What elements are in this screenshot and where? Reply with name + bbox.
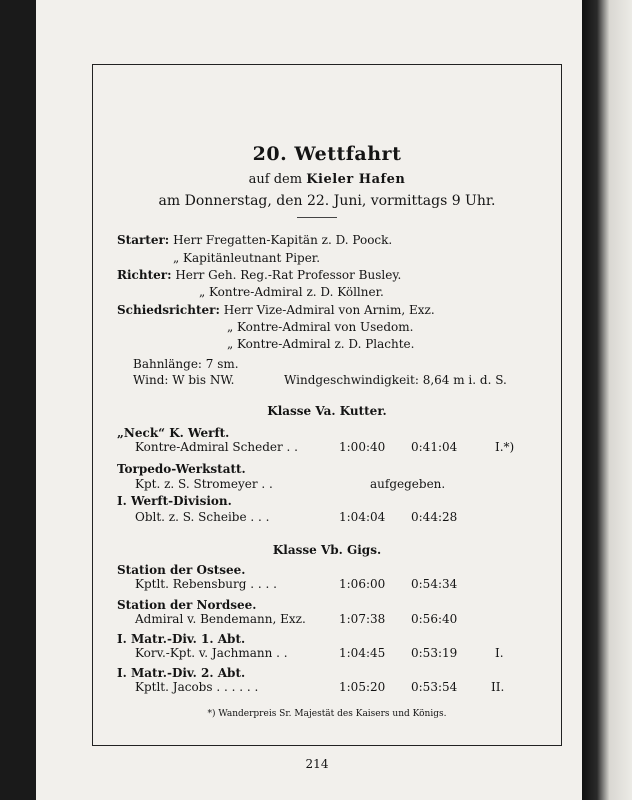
footnote: *) Wanderpreis Sr. Majestät des Kaisers und Königs. bbox=[207, 709, 447, 719]
richter-2: „ Kontre-Admiral z. D. Köllner. bbox=[199, 285, 384, 299]
course-length: Bahnlänge: 7 sm. bbox=[133, 357, 239, 371]
team-name: Station der Ostsee. bbox=[117, 563, 246, 577]
time-2: 0:44:28 bbox=[411, 510, 458, 524]
crew-name: Admiral v. Bendemann, Exz. bbox=[135, 612, 306, 626]
class-a-heading: Klasse Va. Kutter. bbox=[267, 404, 387, 418]
schied-3: „ Kontre-Admiral z. D. Plachte. bbox=[227, 337, 415, 351]
crew-name: Kpt. z. S. Stromeyer . . bbox=[135, 477, 273, 491]
crew-name: Kptlt. Rebensburg . . . . bbox=[135, 577, 277, 591]
crew-name: Korv.-Kpt. v. Jachmann . . bbox=[135, 646, 288, 660]
team-name: „Neck“ K. Werft. bbox=[117, 426, 230, 440]
schied-line-1 bbox=[117, 303, 435, 317]
time-2: 0:54:34 bbox=[411, 577, 458, 591]
time-1: 1:04:04 bbox=[339, 510, 386, 524]
schied-2: „ Kontre-Admiral von Usedom. bbox=[227, 320, 414, 334]
time-1: 1:05:20 bbox=[339, 680, 386, 694]
class-b-heading: Klasse Vb. Gigs. bbox=[272, 543, 382, 557]
race-location bbox=[92, 172, 562, 187]
team-name: Station der Nordsee. bbox=[117, 598, 257, 612]
crew-name: Oblt. z. S. Scheibe . . . bbox=[135, 510, 270, 524]
time-2: 0:53:54 bbox=[411, 680, 458, 694]
time-1: 1:07:38 bbox=[339, 612, 386, 626]
time-1: 1:04:45 bbox=[339, 646, 386, 660]
page-number: 214 bbox=[305, 757, 329, 771]
location-prefix: auf dem bbox=[248, 172, 303, 187]
starter-2: „ Kapitänleutnant Piper. bbox=[173, 251, 321, 265]
divider-rule bbox=[297, 217, 337, 218]
race-date: am Donnerstag, den 22. Juni, vormittags 9 Uhr. bbox=[158, 193, 496, 209]
schied-label: Schiedsrichter: bbox=[117, 303, 220, 317]
team-name: I. Matr.-Div. 2. Abt. bbox=[117, 666, 246, 680]
schied-1: Herr Vize-Admiral von Arnim, Exz. bbox=[223, 303, 435, 317]
race-title: 20. Wettfahrt bbox=[252, 143, 402, 165]
richter-label: Richter: bbox=[117, 268, 172, 282]
result-text: aufgegeben. bbox=[370, 477, 446, 491]
time-1: 1:00:40 bbox=[339, 440, 386, 454]
place: I. bbox=[495, 646, 504, 660]
starter-1: Herr Fregatten-Kapitän z. D. Poock. bbox=[173, 233, 393, 247]
time-2: 0:41:04 bbox=[411, 440, 458, 454]
time-2: 0:56:40 bbox=[411, 612, 458, 626]
team-name: Torpedo-Werkstatt. bbox=[117, 462, 246, 476]
crew-name: Kptlt. Jacobs . . . . . . bbox=[135, 680, 259, 694]
richter-line-1 bbox=[117, 268, 401, 282]
place: I.*) bbox=[495, 440, 515, 454]
wind: Wind: W bis NW. bbox=[133, 373, 235, 387]
facing-page-edge bbox=[582, 0, 632, 800]
time-2: 0:53:19 bbox=[411, 646, 458, 660]
team-name: I. Matr.-Div. 1. Abt. bbox=[117, 632, 246, 646]
team-name: I. Werft-Division. bbox=[117, 494, 232, 508]
crew-name: Kontre-Admiral Scheder . . bbox=[135, 440, 298, 454]
time-1: 1:06:00 bbox=[339, 577, 386, 591]
starter-label: Starter: bbox=[117, 233, 170, 247]
place: II. bbox=[491, 680, 505, 694]
starter-line-1 bbox=[117, 233, 392, 247]
wind-speed: Windgeschwindigkeit: 8,64 m i. d. S. bbox=[284, 373, 507, 387]
location-name: Kieler Hafen bbox=[306, 172, 406, 187]
richter-1: Herr Geh. Reg.-Rat Professor Busley. bbox=[175, 268, 402, 282]
